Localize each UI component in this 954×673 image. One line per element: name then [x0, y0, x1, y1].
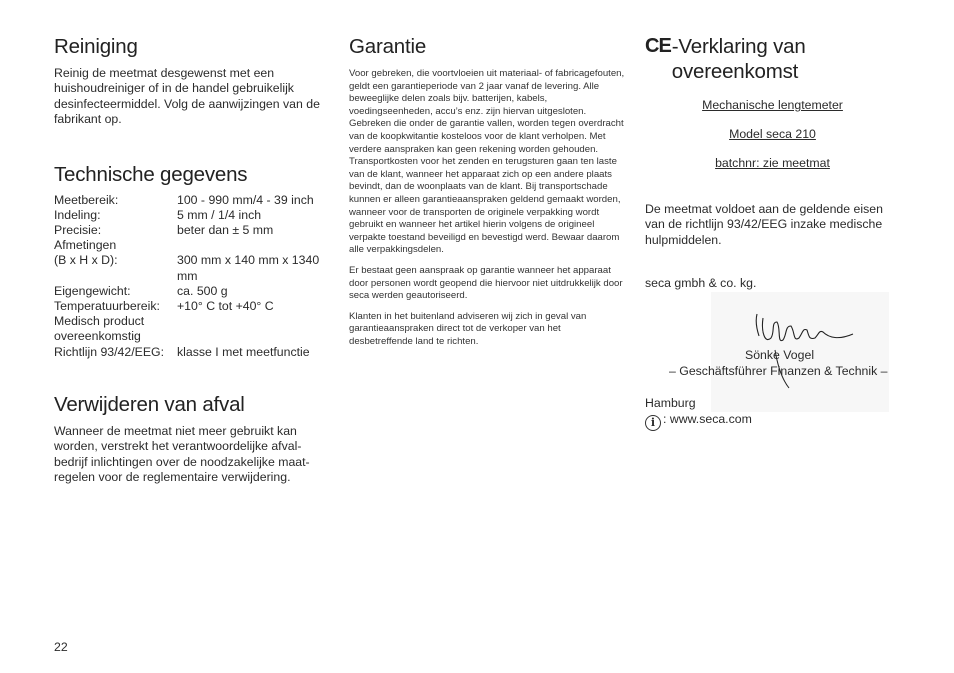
ce-mark-icon: CE — [645, 35, 671, 57]
city: Hamburg — [645, 395, 696, 410]
warranty-paragraph-1: Voor gebreken, die voortvloeien uit materiaal- of fabricagefouten, geldt een garantieperiode van 2 jaar vanaf de levering. Alle beweeglijke delen zoals bijv. batterijen, kabels, voedingseenheden, accu’s enz. zijn hiervan uitgesloten. Gebreken die onder de garantie vallen, worden tegen overdracht van de koopkwitantie kosteloos voor de klant verholpen. Met verdere aanspraken kan geen rekening worden gehouden. Transportkosten voor het zenden en terugsturen gaan ten laste van de klant, wanneer het apparaat zich op een andere plaats bevindt, dan de woonplaats van de klant. Bij transportschade kunnen er alleen garantieaanspraken geldend gemaakt worden, wanneer voor de transporten de originele verpakking wordt gebruikt en wanneer het artikel hierin volgens de origineel verpakte toestand beveiligd en bevestigd werd. Bewaar daarom alle verpakkingsdelen. — [349, 68, 625, 256]
signature-block — [645, 292, 900, 402]
company-name: seca gmbh & co. kg. — [645, 276, 757, 291]
disposal-section — [54, 392, 332, 486]
spec-value: klasse I met meetfunctie — [177, 344, 310, 359]
cleaning-title: Reiniging — [54, 35, 138, 58]
spec-row — [54, 208, 332, 223]
spec-label: overeenkomstig — [54, 329, 141, 344]
conformity-title: -Verklaring van overeenkomst — [671, 35, 806, 83]
spec-row — [54, 253, 332, 283]
spec-value — [177, 238, 332, 253]
conformity-statement: De meetmat voldoet aan de geldende eisen van de richtlijn 93/42/EEG inzake medische hulpmiddelen. — [645, 202, 883, 247]
spec-value: 5 mm / 1/4 inch — [177, 207, 262, 222]
spec-row — [54, 284, 332, 299]
spec-label: (B x H x D): — [54, 253, 118, 268]
spec-value — [177, 314, 332, 329]
page-number: 22 — [54, 640, 68, 654]
column-right — [645, 34, 900, 431]
specs-section — [54, 162, 332, 360]
spec-row — [54, 193, 332, 208]
spec-label: Meetbereik: — [54, 192, 119, 207]
spec-value: +10° C tot +40° C — [177, 299, 274, 314]
cleaning-text: Reinig de meetmat desgewenst met een huishoudreiniger of in de handel gebruikelijk desinfecteermiddel. Volg de aanwijzingen van de fabrikant op. — [54, 66, 320, 127]
batch-number: batchnr: zie meetmat — [715, 156, 830, 170]
spec-label: Richtlijn 93/42/EEG: — [54, 344, 165, 359]
spec-row — [54, 223, 332, 238]
signer-name: Sönke Vogel — [745, 347, 815, 362]
specs-title: Technische gegevens — [54, 162, 248, 186]
spec-row — [54, 314, 332, 329]
product-model: Model seca 210 — [729, 127, 816, 141]
spec-label: Precisie: — [54, 223, 102, 238]
spec-label: Temperatuurbereik: — [54, 299, 160, 314]
conformity-heading — [645, 34, 900, 84]
spec-label: Medisch product — [54, 314, 145, 329]
website-line — [645, 412, 900, 431]
spec-label: Indeling: — [54, 207, 101, 222]
spec-value: beter dan ± 5 mm — [177, 223, 274, 238]
info-icon: i — [645, 415, 661, 431]
signer-role: – Geschäftsführer Finanzen & Technik – — [669, 363, 888, 378]
spec-row — [54, 299, 332, 314]
spec-label: Afmetingen — [54, 238, 117, 253]
column-left — [54, 34, 332, 485]
disposal-title: Verwijderen van afval — [54, 392, 245, 416]
spec-value: ca. 500 g — [177, 283, 228, 298]
spec-label: Eigengewicht: — [54, 283, 131, 298]
spec-row — [54, 238, 332, 253]
spec-value — [177, 329, 332, 344]
column-middle — [349, 34, 625, 348]
cleaning-section — [54, 34, 332, 128]
spec-row — [54, 329, 332, 344]
warranty-title: Garantie — [349, 35, 427, 58]
spec-value: 300 mm x 140 mm x 1340 mm — [177, 253, 320, 283]
warranty-paragraph-2: Er bestaat geen aanspraak op garantie wanneer het apparaat door personen wordt geopend die hiervoor niet uitdrukkelijk door seca werden geautoriseerd. — [349, 264, 623, 302]
product-type: Mechanische lengtemeter — [702, 98, 843, 112]
spec-row — [54, 345, 332, 360]
website-text: : www.seca.com — [663, 412, 752, 427]
specs-table — [54, 193, 332, 360]
spec-value: 100 - 990 mm/4 - 39 inch — [177, 192, 314, 207]
warranty-paragraph-3: Klanten in het buitenland adviseren wij zich in geval van garantieaanspraken direct tot de verkoper van het desbetreffende land te richten. — [349, 310, 587, 347]
disposal-text: Wanneer de meetmat niet meer gebruikt kan worden, verstrekt het verantwoordelijke afval-bedrijf inlichtingen over de noodzakelijke maat-regelen voor de reglementaire verwijdering. — [54, 423, 310, 485]
